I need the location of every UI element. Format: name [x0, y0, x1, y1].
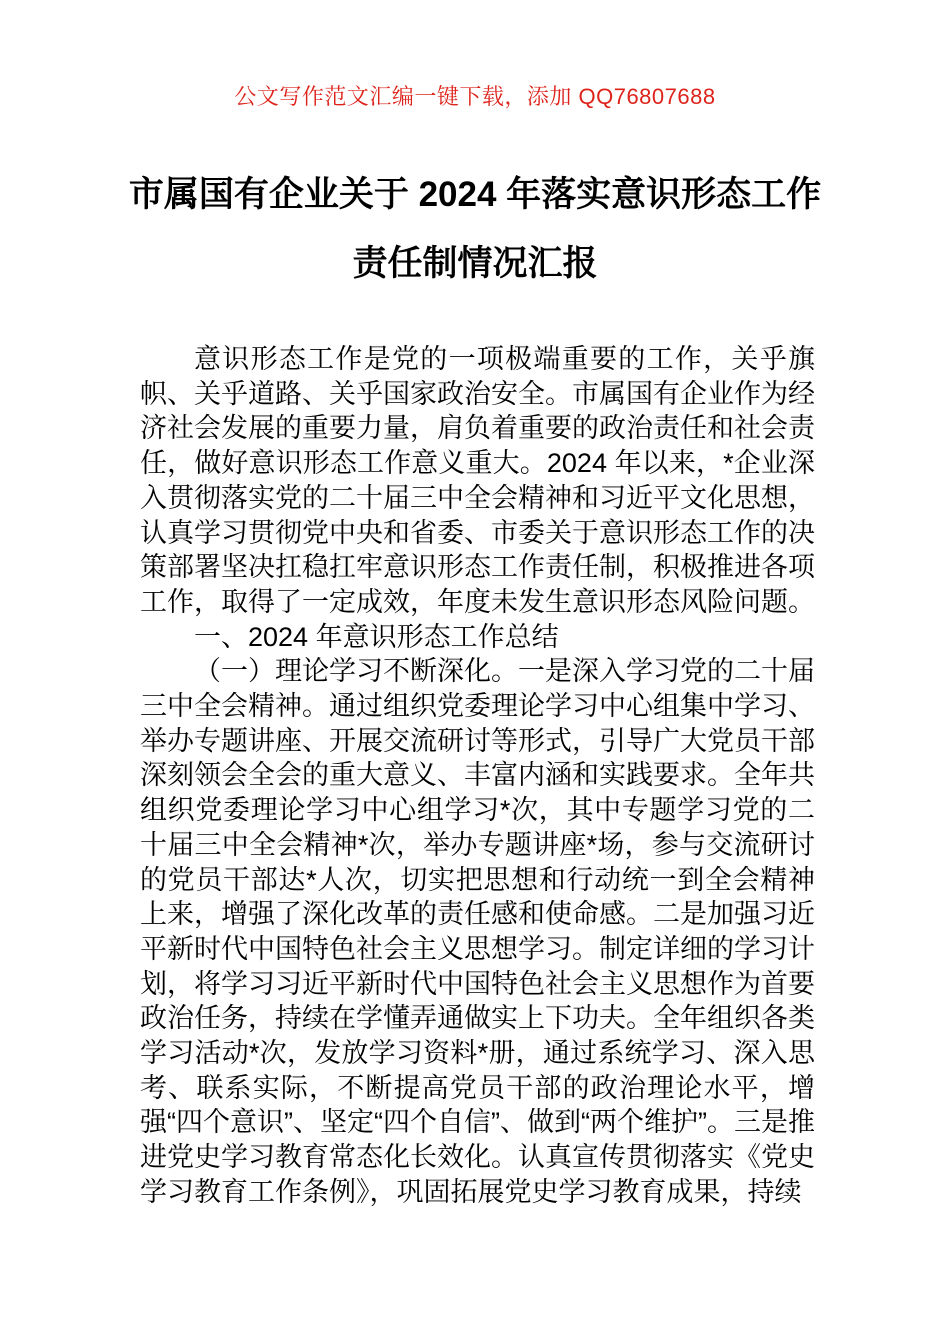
page-title: 市属国有企业关于 2024 年落实意识形态工作责任制情况汇报 — [128, 175, 822, 284]
section-heading: 一、2024 年意识形态工作总结 — [194, 621, 559, 652]
document-body — [140, 342, 815, 1210]
paragraph-section-1: （一）理论学习不断深化。一是深入学习党的二十届三中全会精神。通过组织党委理论学习中心组集中学习、举办专题讲座、开展交流研讨等形式，引导广大党员干部深刻领会全会的重大意义、丰富内涵和实践要求。全年共组织党委理论学习中心组学习*次，其中专题学习党的二十届三中全会精神*次，举办专题讲座*场，参与交流研讨的党员干部达*人次，切实把思想和行动统一到全会精神上来，增强了深化改革的责任感和使命感。二是加强习近平新时代中国特色社会主义思想学习。制定详细的学习计划，将学习习近平新时代中国特色社会主义思想作为首要政治任务，持续在学懂弄通做实上下功夫。全年组织各类学习活动*次，发放学习资料*册，通过系统学习、深入思考、联系实际，不断提高党员干部的政治理论水平，增强“四个意识”、坚定“四个自信”、做到“两个维护”。三是推进党史学习教育常态化长效化。认真宣传贯彻落实《党史学习教育工作条例》，巩固拓展党史学习教育成果，持续 — [140, 656, 815, 1207]
paragraph-intro: 意识形态工作是党的一项极端重要的工作，关乎旗帜、关乎道路、关乎国家政治安全。市属国有企业作为经济社会发展的重要力量，肩负着重要的政治责任和社会责任，做好意识形态工作意义重大。2024 年以来，*企业深入贯彻落实党的二十届三中全会精神和习近平文化思想，认真学习贯彻党中央和省委、市委关于意识形态工作的决策部署坚决扛稳扛牢意识形态工作责任制，积极推进各项工作，取得了一定成效，年度未发生意识形态风险问题。 — [140, 344, 815, 617]
promo-banner: 公文写作范文汇编一键下载，添加 QQ76807688 — [234, 84, 716, 109]
